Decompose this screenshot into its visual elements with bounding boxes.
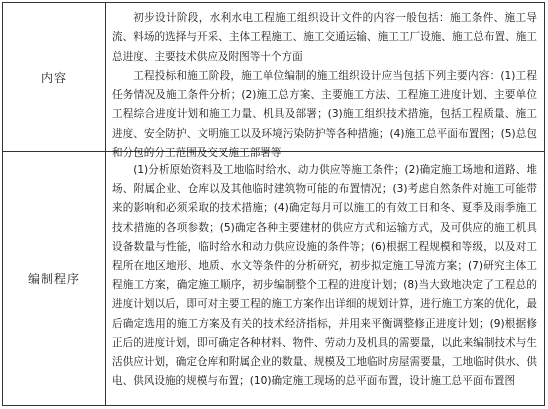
row-label-procedure: 编制程序 [3, 152, 106, 405]
procedure-paragraph: (1)分析原始资料及工地临时给水、动力供应等施工条件；(2)确定施工场地和道路、堆场、附属企业、仓库以及其他临时建筑物可能的布置情况；(3)考虑自然条件对施工可能带来的影响和必须采取的技术措施；(4)确定每月可以施工的有效工日和冬、夏季及雨季施工技术措施的各项参数；(5)确定各种主要建材的供应方式和运输方式，及可供应的施工机具设备数量与性能，临时给水和动力供应设施的条件等；(6)根据工程规模和等级，以及对工程所在地区地形、地质、水文等条件的分析研究，初步拟定施工导流方案；(7)研究主体工程施工方案，确定施工顺序，初步编制整个工程的进度计划；(8)当大致地决定了工程总的进度计划以后，即可对主要工程的施工方案作出详细的规划计算，进行施工方案的优化，最后确定选用的施工方案及有关的技术经济指标，并用来平衡调整修正进度计划；(9)根据修正后的进度计划，即可确定各种材料、物件、劳动力及机具的需要量，以此来编制技术与生活供应计划，确定仓库和附属企业的数量、规模及工地临时房屋需要量，工地临时供水、供电、供风设施的规模与布置；(10)确定施工现场的总平面布置，设计施工总平面布置图 [112, 164, 537, 388]
content-paragraph-preliminary-design: 初步设计阶段，水利水电工程施工组织设计文件的内容一般包括：施工条件、施工导流、料场的选择与开采、主体工程施工、施工交通运输、施工工厂设施、施工总布置、施工总进度、主要技术供应及附图等十个方面 [112, 12, 537, 63]
table-row-content [3, 3, 544, 160]
row-body-content [105, 3, 544, 160]
table-row-procedure [3, 152, 544, 405]
content-table [2, 2, 545, 406]
row-label-content: 内容 [3, 3, 106, 151]
row-body-procedure [105, 152, 544, 405]
content-paragraph-bidding-construction: 工程投标和施工阶段，施工单位编制的施工组织设计应当包括下列主要内容：(1)工程任务情况及施工条件分析；(2)施工总方案、主要施工方法、工程施工进度计划、主要单位工程综合进度计划和施工力量、机具及部署；(3)施工组织技术措施，包括工程质量、施工进度、安全防护、文明施工以及环境污染防护等各种措施；(4)施工总平面布置图；(5)总包和分包的分工范围及交叉施工部署等 [112, 69, 537, 160]
